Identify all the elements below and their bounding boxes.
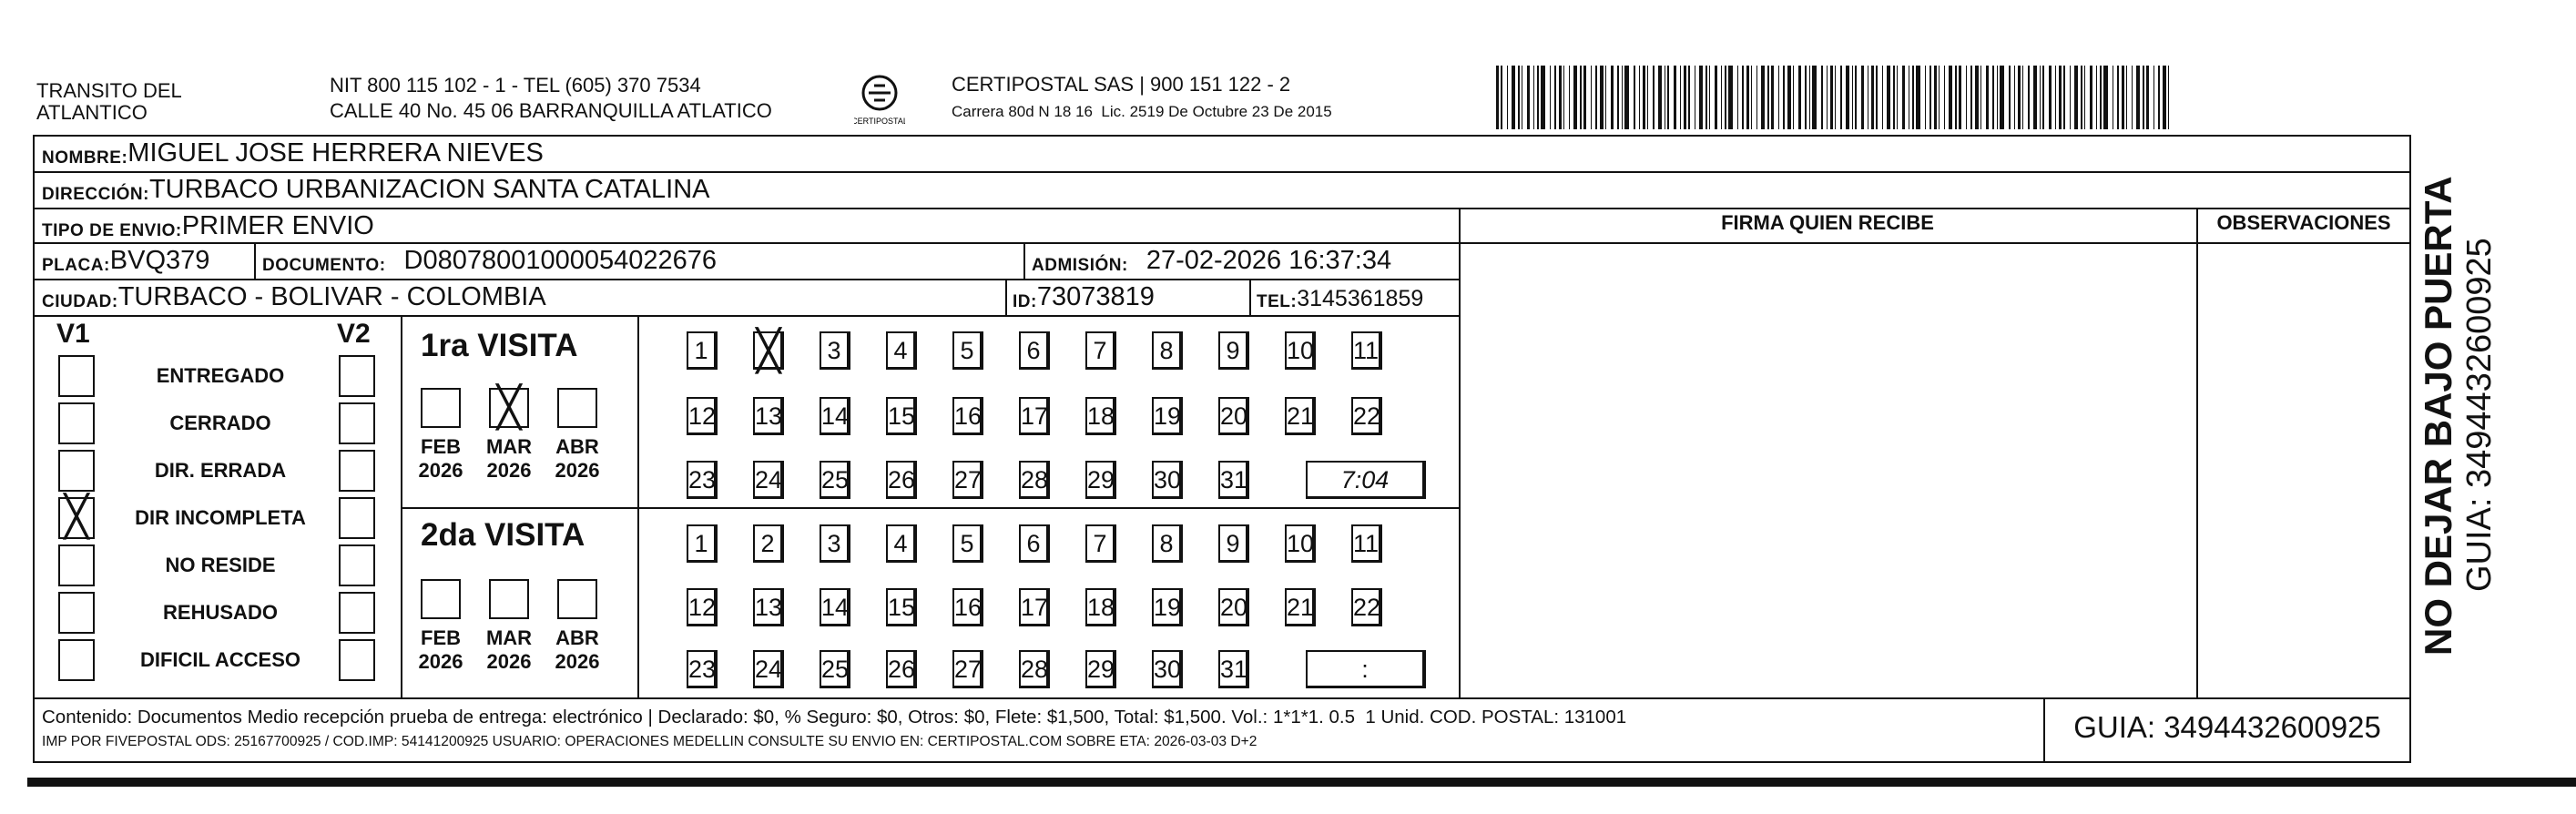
barcode-bar <box>1902 66 1905 129</box>
barcode-bar <box>2117 66 2119 129</box>
barcode-bar <box>1821 66 1823 129</box>
barcode-bar <box>1986 66 1989 129</box>
sender-name: TRANSITO DEL ATLANTICO <box>36 79 182 124</box>
day-box[interactable]: 15 <box>886 588 917 626</box>
certipostal-logo <box>854 73 905 127</box>
nombre-field: NOMBRE: MIGUEL JOSE HERRERA NIEVES <box>42 138 544 168</box>
barcode-bar <box>1897 66 1898 129</box>
barcode-bar <box>1583 66 1586 129</box>
barcode-bar <box>1737 66 1738 129</box>
barcode-bar <box>1591 66 1592 129</box>
barcode-bar <box>1728 66 1733 129</box>
visit1-title: 1ra VISITA <box>421 328 578 363</box>
day-box[interactable]: 31 <box>1218 461 1249 499</box>
imp-text: IMP POR FIVEPOSTAL ODS: 25167700925 / COD.IMP: 54141200925 USUARIO: OPERACIONES MEDELLIN CONSULTE SU ENVIO EN: CERTIPOSTAL.COM SOBRE ETA: 2026-03-03 D+2 <box>42 734 1257 749</box>
courier-license: Carrera 80d N 18 16 Lic. 2519 De Octubre 23 De 2015 <box>952 103 1332 120</box>
barcode-bar <box>1893 66 1895 129</box>
barcode-bar <box>2153 66 2154 129</box>
barcode-bar <box>1742 66 1744 129</box>
v2-checkbox[interactable] <box>339 402 375 444</box>
barcode-bar <box>1955 66 1957 129</box>
barcode-bar <box>1746 66 1749 129</box>
barcode-bar <box>2132 66 2133 129</box>
barcode-bar <box>1684 66 1686 129</box>
barcode-bar <box>2018 66 2021 129</box>
barcode-bar <box>2028 66 2030 129</box>
barcode-bar <box>2040 66 2041 129</box>
barcode-bar <box>2000 66 2004 129</box>
status-label: DIR. ERRADA <box>154 459 287 482</box>
barcode-bar <box>1812 66 1817 129</box>
barcode-bar <box>1624 66 1629 129</box>
barcode-bar <box>1541 66 1545 129</box>
barcode-bar <box>1761 66 1765 129</box>
barcode-bar <box>1705 66 1707 129</box>
ciudad-field: CIUDAD: TURBACO - BOLIVAR - COLOMBIA <box>42 282 546 311</box>
barcode-bar <box>1771 66 1774 129</box>
day-box[interactable]: 13 <box>753 588 784 626</box>
barcode-bar <box>1778 66 1779 129</box>
barcode-bar <box>1667 66 1669 129</box>
tipo-field: TIPO DE ENVIO: PRIMER ENVIO <box>42 211 374 240</box>
barcode-bar <box>1550 66 1551 129</box>
day-box[interactable]: 9 <box>1218 524 1249 563</box>
barcode-bar <box>1887 66 1890 129</box>
barcode-bar <box>2014 66 2015 129</box>
v2-checkbox[interactable] <box>339 355 375 397</box>
month-label: FEB 2026 <box>418 626 463 673</box>
barcode-bar <box>2022 66 2023 129</box>
barcode-bar <box>2074 66 2078 129</box>
barcode-bar <box>1507 66 1508 129</box>
barcode-bar <box>1617 66 1619 129</box>
side-guia: GUIA: 3494432600925 <box>2460 238 2499 592</box>
day-box[interactable]: 27 <box>952 650 983 688</box>
day-box[interactable]: 29 <box>1085 461 1116 499</box>
barcode-bar <box>1934 66 1937 129</box>
barcode-bar <box>2081 66 2082 129</box>
firma-label: FIRMA QUIEN RECIBE <box>1721 211 1934 234</box>
day-box[interactable]: 17 <box>1019 397 1050 435</box>
month-checkbox[interactable] <box>557 579 597 619</box>
status-label: REHUSADO <box>163 601 278 624</box>
barcode-bar <box>1916 66 1920 129</box>
v1-checkbox[interactable] <box>58 402 95 444</box>
barcode-bar <box>1767 66 1769 129</box>
v2-label: V2 <box>337 319 371 349</box>
v2-checkbox[interactable] <box>339 450 375 492</box>
day-box[interactable]: 3 <box>820 524 850 563</box>
day-box[interactable]: 19 <box>1152 588 1183 626</box>
tel-field: TEL: 3145361859 <box>1257 286 1424 311</box>
barcode-bar <box>1518 66 1520 129</box>
time-box[interactable]: 7:04 <box>1306 461 1426 499</box>
v1-checkbox[interactable] <box>58 450 95 492</box>
barcode-bar <box>1600 66 1604 129</box>
barcode-bar <box>2084 66 2085 129</box>
day-box[interactable]: 23 <box>687 650 718 688</box>
barcode-bar <box>2090 66 2092 129</box>
v1-checkbox[interactable] <box>58 544 95 586</box>
v2-checkbox[interactable] <box>339 639 375 681</box>
barcode-bar <box>1751 66 1752 129</box>
visit2-title: 2da VISITA <box>421 517 585 553</box>
barcode-bar <box>1975 66 1979 129</box>
day-box[interactable]: 5 <box>952 331 983 370</box>
barcode-bar <box>1830 66 1833 129</box>
barcode-bar <box>1563 66 1564 129</box>
barcode-bar <box>1992 66 1994 129</box>
barcode-bar <box>1846 66 1849 129</box>
barcode-bar <box>1512 66 1515 129</box>
barcode-bar <box>1980 66 1981 129</box>
day-box[interactable]: 20 <box>1218 588 1249 626</box>
barcode-bar <box>1559 66 1562 129</box>
barcode-bar <box>1634 66 1635 129</box>
day-box[interactable]: 22 <box>1351 397 1382 435</box>
barcode-bar <box>2146 66 2149 129</box>
day-box[interactable]: 19 <box>1152 397 1183 435</box>
day-box[interactable]: 23 <box>687 461 718 499</box>
divider <box>254 242 256 280</box>
barcode-bar <box>1852 66 1853 129</box>
barcode <box>1496 66 2176 129</box>
v1-label: V1 <box>56 319 90 349</box>
barcode-bar <box>1997 66 1998 129</box>
barcode-bar <box>1496 66 1499 129</box>
barcode-bar <box>1537 66 1539 129</box>
day-box[interactable]: 10 <box>1285 524 1316 563</box>
barcode-bar <box>1643 66 1645 129</box>
barcode-bar <box>1569 66 1570 129</box>
v2-checkbox[interactable] <box>339 497 375 539</box>
barcode-bar <box>1939 66 1940 129</box>
x-mark: ╳ <box>64 494 89 539</box>
v2-checkbox[interactable] <box>339 544 375 586</box>
status-label: NO RESIDE <box>165 554 276 576</box>
barcode-bar <box>1949 66 1952 129</box>
day-box[interactable]: 12 <box>687 397 718 435</box>
barcode-bar <box>1501 66 1502 129</box>
barcode-bar <box>1527 66 1530 129</box>
day-box[interactable]: 6 <box>1019 524 1050 563</box>
month-label: FEB 2026 <box>418 435 463 482</box>
bottom-rule <box>27 778 2576 787</box>
day-box[interactable]: 21 <box>1285 588 1316 626</box>
day-box[interactable]: 7 <box>1085 331 1116 370</box>
month-label: MAR 2026 <box>485 435 533 482</box>
time-box[interactable]: : <box>1306 650 1426 688</box>
day-box[interactable]: 26 <box>886 461 917 499</box>
barcode-bar <box>2009 66 2011 129</box>
barcode-bar <box>1595 66 1597 129</box>
day-box[interactable]: 2 <box>753 524 784 563</box>
barcode-bar <box>2049 66 2052 129</box>
day-box[interactable]: 6 <box>1019 331 1050 370</box>
day-box[interactable]: 4 <box>886 331 917 370</box>
day-box[interactable]: 3 <box>820 331 850 370</box>
barcode-bar <box>1798 66 1801 129</box>
barcode-bar <box>1573 66 1577 129</box>
divider <box>401 507 1461 509</box>
barcode-bar <box>1756 66 1757 129</box>
barcode-bar <box>2122 66 2124 129</box>
day-box[interactable]: 24 <box>753 461 784 499</box>
barcode-bar <box>1580 66 1582 129</box>
barcode-bar <box>1647 66 1648 129</box>
month-checkbox[interactable] <box>557 388 597 428</box>
day-box[interactable]: 28 <box>1019 461 1050 499</box>
day-box[interactable]: 20 <box>1218 397 1249 435</box>
day-box[interactable]: 8 <box>1152 524 1183 563</box>
barcode-bar <box>1674 66 1676 129</box>
barcode-bar <box>2070 66 2071 129</box>
barcode-bar <box>2143 66 2144 129</box>
divider <box>1023 242 1025 280</box>
barcode-bar <box>2055 66 2056 129</box>
day-box[interactable]: 18 <box>1085 397 1116 435</box>
status-label: CERRADO <box>169 412 271 434</box>
day-box[interactable]: 12 <box>687 588 718 626</box>
day-box[interactable]: 14 <box>820 588 850 626</box>
barcode-bar <box>2163 66 2166 129</box>
day-box[interactable]: 30 <box>1152 650 1183 688</box>
barcode-bar <box>1783 66 1785 129</box>
barcode-bar <box>1787 66 1791 129</box>
month-label: ABR 2026 <box>555 435 600 482</box>
day-box[interactable]: 10 <box>1285 331 1316 370</box>
day-box[interactable]: 14 <box>820 397 850 435</box>
direccion-field: DIRECCIÓN: TURBACO URBANIZACION SANTA CATALINA <box>42 175 710 204</box>
barcode-bar <box>1882 66 1883 129</box>
day-box[interactable]: 28 <box>1019 650 1050 688</box>
day-box[interactable]: 8 <box>1152 331 1183 370</box>
placa-field: PLACA: BVQ379 <box>42 246 210 275</box>
courier-name: CERTIPOSTAL SAS | 900 151 122 - 2 <box>952 73 1291 96</box>
month-label: ABR 2026 <box>555 626 600 673</box>
barcode-bar <box>1688 66 1690 129</box>
barcode-bar <box>1855 66 1857 129</box>
contenido-text: Contenido: Documentos Medio recepción prueba de entrega: electrónico | Declarado: $0, % Seguro: $0, Otros: $0, Flete: $1,500, Total: $1,500. Vol.: 1*1*1. 0.5 1 Unid. COD. POSTAL: 131001 <box>42 707 1627 728</box>
barcode-bar <box>1827 66 1828 129</box>
day-box[interactable]: 29 <box>1085 650 1116 688</box>
day-box[interactable]: 5 <box>952 524 983 563</box>
barcode-bar <box>1721 66 1722 129</box>
barcode-bar <box>1959 66 1961 129</box>
barcode-bar <box>1970 66 1972 129</box>
documento-field: DOCUMENTO: D08078001000054022676 <box>262 246 718 275</box>
status-label: DIFICIL ACCESO <box>139 648 300 671</box>
day-box[interactable]: 22 <box>1351 588 1382 626</box>
barcode-bar <box>1605 66 1606 129</box>
day-box[interactable]: 1 <box>687 331 718 370</box>
barcode-bar <box>1809 66 1810 129</box>
barcode-bar <box>1658 66 1662 129</box>
barcode-bar <box>1639 66 1640 129</box>
day-box[interactable]: 16 <box>952 397 983 435</box>
barcode-bar <box>1715 66 1717 129</box>
day-box[interactable]: 15 <box>886 397 917 435</box>
day-box[interactable]: 18 <box>1085 588 1116 626</box>
day-box[interactable]: 11 <box>1351 331 1382 370</box>
sender-info: NIT 800 115 102 - 1 - TEL (605) 370 7534 CALLE 40 No. 45 06 BARRANQUILLA ATLATICO <box>330 74 772 122</box>
barcode-bar <box>2126 66 2127 129</box>
v1-checkbox[interactable] <box>58 355 95 397</box>
day-box[interactable]: 7 <box>1085 524 1116 563</box>
day-box[interactable]: 11 <box>1351 524 1382 563</box>
barcode-bar <box>1725 66 1726 129</box>
v1-checkbox[interactable] <box>58 592 95 634</box>
barcode-bar <box>2033 66 2037 129</box>
day-box[interactable]: 9 <box>1218 331 1249 370</box>
month-label: MAR 2026 <box>485 626 533 673</box>
observaciones-label: OBSERVACIONES <box>2216 211 2391 234</box>
barcode-bar <box>1944 66 1945 129</box>
barcode-bar <box>2063 66 2065 129</box>
barcode-bar <box>2100 66 2102 129</box>
day-box[interactable]: 31 <box>1218 650 1249 688</box>
barcode-bar <box>2136 66 2140 129</box>
day-box[interactable]: 16 <box>952 588 983 626</box>
barcode-bar <box>1709 66 1710 129</box>
status-label: ENTREGADO <box>156 364 285 387</box>
barcode-bar <box>2168 66 2169 129</box>
day-box[interactable]: 1 <box>687 524 718 563</box>
day-box[interactable]: 13 <box>753 397 784 435</box>
barcode-bar <box>1840 66 1842 129</box>
day-box[interactable]: 25 <box>820 650 850 688</box>
v2-checkbox[interactable] <box>339 592 375 634</box>
day-box[interactable]: 30 <box>1152 461 1183 499</box>
barcode-bar <box>2103 66 2108 129</box>
barcode-bar <box>1805 66 1807 129</box>
day-box[interactable]: 24 <box>753 650 784 688</box>
no-dejar-warning: NO DEJAR BAJO PUERTA <box>2417 176 2459 656</box>
day-box[interactable]: 4 <box>886 524 917 563</box>
barcode-bar <box>1611 66 1614 129</box>
barcode-bar <box>1835 66 1836 129</box>
barcode-bar <box>1912 66 1914 129</box>
month-checkbox[interactable] <box>489 579 529 619</box>
barcode-bar <box>1680 66 1681 129</box>
barcode-bar <box>1793 66 1794 129</box>
barcode-bar <box>1861 66 1864 129</box>
barcode-bar <box>2042 66 2044 129</box>
x-mark: ╳ <box>756 329 781 373</box>
admision-field: ADMISIÓN: 27-02-2026 16:37:34 <box>1032 246 1392 275</box>
status-label: DIR INCOMPLETA <box>135 506 306 529</box>
day-box[interactable]: 17 <box>1019 588 1050 626</box>
id-field: ID: 73073819 <box>1013 282 1155 311</box>
barcode-bar <box>1929 66 1931 129</box>
barcode-bar <box>1533 66 1534 129</box>
barcode-bar <box>1966 66 1967 129</box>
x-mark: ╳ <box>496 385 522 430</box>
svg-text:CERTIPOSTAL: CERTIPOSTAL <box>854 117 905 126</box>
barcode-bar <box>1925 66 1926 129</box>
barcode-bar <box>2158 66 2160 129</box>
barcode-bar <box>1871 66 1874 129</box>
day-box[interactable]: 21 <box>1285 397 1316 435</box>
month-checkbox[interactable] <box>421 388 461 428</box>
barcode-bar <box>1876 66 1878 129</box>
v1-checkbox[interactable] <box>58 639 95 681</box>
barcode-bar <box>1699 66 1703 129</box>
barcode-bar <box>1622 66 1623 129</box>
barcode-bar <box>1554 66 1556 129</box>
footer-guia: GUIA: 3494432600925 <box>2073 710 2381 744</box>
barcode-bar <box>2059 66 2062 129</box>
day-box[interactable]: 26 <box>886 650 917 688</box>
barcode-bar <box>1653 66 1655 129</box>
day-box[interactable]: 27 <box>952 461 983 499</box>
day-box[interactable]: 25 <box>820 461 850 499</box>
month-checkbox[interactable] <box>421 579 461 619</box>
barcode-bar <box>2096 66 2097 129</box>
divider <box>2196 208 2198 699</box>
